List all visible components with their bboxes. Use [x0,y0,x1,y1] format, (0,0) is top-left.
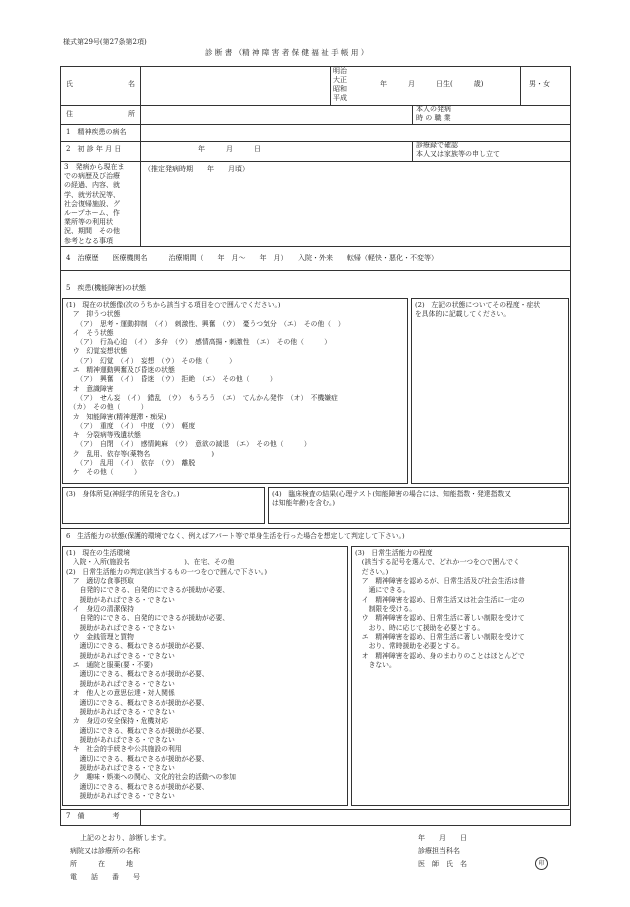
address-label-right: 所 [128,110,135,118]
era-list: 明治 大正 昭和 平成 [333,67,347,102]
s7-label: 7 備 考 [66,812,120,820]
s5-label: 5 疾患(機能障害)の状態 [66,284,146,292]
phone-label: 電 話 番 号 [70,873,140,881]
s6-level-list: (3) 日常生活能力の程度 (該当する記号を選んで、どれか一つを○で囲んでく ださい。) ア 精神障害を認めるが、日常生活及び社会生活は普 通にできる。 イ 精神障害を認め、日常生活又は社会生活に一定の 制限を受ける。 ウ 精神障害を認め、日常生活に著しい制限を受けて おり、時に応じて援助を必要とする。 エ 精神障害を認め、日常生活に著しい制限を受けて おり、常時援助を必要とする。 オ 精神障害を認め、身のまわりのことはほとんどで きない。 [355,549,525,670]
sex-choice: 男・女 [529,80,550,88]
s4-treatment-history: 4 治療歴 医療機関名 治療期間（ 年 月～ 年 月） 入院・外来 転帰（軽快・悪化・不変等） [66,254,438,262]
s6-judgement-list: (1) 現在の生活環境 入院・入所(施設名 )、在宅、その他 (2) 日常生活能力の判定(該当するもの一つを○で囲んで下さい。) ア 適切な食事摂取 自発的にできる、自発的にできるが援助が必要、 援助があればできる・できない イ 身辺の清潔保持 自発的にできる、自発的にできるが援助が必要、 援助があればできる・できない ウ 金銭管理と買物 適切にできる、概ねできるが援助が必要、 援助があればできる・できない エ 通院と服薬(要・不要) 適切にできる、概ねできるが援助が必要、 援助があればできる・できない オ 他人との意思伝達・対人関係 適切にできる、概ねできるが援助が必要、 援助があればできる・できない カ 身辺の安全保持・危機対応 適切にできる、概ねできるが援助が必要、 援助があればできる・できない キ 社会的手続きや公共施設の利用 適切にできる、概ねできるが援助が必要、 援助があればできる・できない ク 趣味・娯楽への関心、文化的社会的活動への参加 適切にできる、概ねできるが援助が必要、 援助があればできる・できない [66,549,267,800]
address-footer-label: 所 在 地 [70,860,133,868]
s5-detail-box [411,298,569,484]
footer-date: 年 月 日 [418,834,467,842]
form-number: 様式第29号(第27条第2項) [63,38,147,46]
occupation-label: 本人の発病 時 の 職 業 [416,105,451,122]
document-title: 診 断 書 （精 神 障 害 者 保 健 福 祉 手 帳 用 ） [205,48,369,57]
s6-label: 6 生活能力の状態(保護的環境でなく、例えばアパート等で単身生活を行った場合を想定して判定して下さい。) [66,532,405,540]
doctor-name-label: 医 師 氏 名 [418,860,467,868]
footer-statement: 上記のとおり、診断します。 [80,834,171,842]
s2-label: 2 初 診 年 月 日 [66,145,122,153]
address-label-left: 住 [66,110,73,118]
department-label: 診療担当科名 [418,847,460,855]
s5-detail-text: (2) 左記の状態についてその程度・症状 を具体的に記載してください。 [415,301,541,319]
birth-date: 年 月 日生( 歳) [380,80,484,88]
s1-label: 1 精神疾患の病名 [66,128,127,136]
first-visit-source: 診療録で確認 本人又は家族等の申し立て [416,141,500,158]
hospital-name-label: 病院又は診療所の名称 [70,847,140,855]
first-visit-date: 年 月 日 [198,145,261,153]
seal-mark: 印 [535,857,548,870]
estimated-onset: （推定発病時期 年 月頃） [144,165,249,173]
name-label-right: 名 [128,80,135,88]
s5-physical-label: (3) 身体所見(神経学的所見を含む。) [66,490,180,498]
s3-label: 3 発病から現在ま での病歴及び治療 の経過、内容、就 学、就労状況等、 社会復帰施設、グ ループホーム、作 業所等の利用状 況、期間 その他 参考となる事項 [64,163,125,245]
s5-state-list: (1) 現在の状態像(次のうちから該当する項目を○で囲んでください。) ア 抑うつ状態 （ア） 思考・運動抑制 （イ） 刺激性、興奮 （ウ） 憂うつ気分 （エ） その他（ ） イ そう状態 （ア） 行為心迫 （イ） 多弁 （ウ） 感情高揚・刺激性 （エ） その他（ ） ウ 幻覚妄想状態 （ア） 幻覚 （イ） 妄想 （ウ） その他（ ） エ 精神運動興奮及び昏迷の状態 （ア） 興奮 （イ） 昏迷 （ウ） 拒絶 （エ） その他（ ） オ 意識障害 （ア） せん妄 （イ） 錯乱 （ウ） もうろう （エ） てんかん発作 （オ） 不機嫌症 （カ） その他（ ） カ 知能障害(精神遅滞・痴呆) （ア） 重度 （イ） 中度 （ウ） 軽度 キ 分裂病等残遺状態 （ア） 自閉 （イ） 感情鈍麻 （ウ） 意欲の減退 （エ） その他（ ） ク 乱用、依存等(薬物名 ) （ア） 乱用 （イ） 依存 （ウ） 離脱 ケ その他（ ） [66,301,345,477]
name-label-left: 氏 [66,80,73,88]
s5-lab-label: (4) 臨床検査の結果(心理テスト(知能障害の場合には、知能指数・発達指数又 は知能年齢)を含む。) [272,490,511,508]
